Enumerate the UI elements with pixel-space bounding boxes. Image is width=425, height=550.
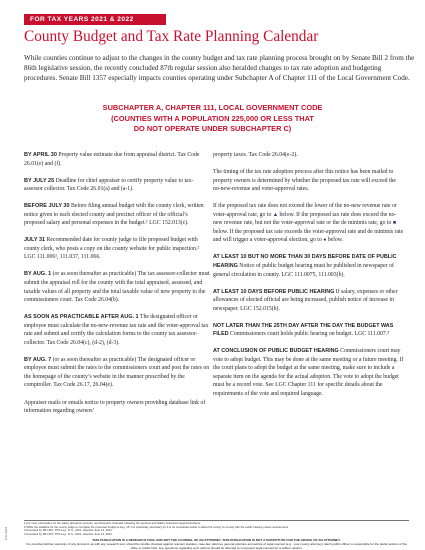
side-date-code: 8.21.2021 [4,526,8,540]
calendar-entry: BEFORE JULY 30 Before filing annual budget with the county clerk, written notice given to each elected county and precinct officer of the official’s proposed salary and personal expenses in the budget.¹ LGC 152.013(c). [24,203,204,227]
triangle-marker-icon: ▲ [272,211,279,218]
calendar-entry: BY APRIL 30 Property value estimate due from appraisal district. Tax Code 26.01(e) and (f). [24,152,200,167]
calendar-entry: BY AUG. 7 (or as soon thereafter as practicable) The designated officer or employee must submit the rates to the commissioners court and post the rates on the homepage of the county’s website in the manner prescribed by the comptroller. Tax Code 26.17, 26.04(e). [24,356,210,389]
calendar-entry: JULY 31 Recommended date for county judge to file proposed budget with county clerk, who posts a copy on the county website for public inspection.² LGC 111.006¹, 111.037, 111.066. [24,237,200,261]
footnote-divider [24,520,409,521]
footnote: 4 Amended by SB 1357, 87th Leg., R.S., 2021, effective June 14, 2021. [24,532,113,536]
section-subhead [40,103,385,135]
page-title: County Budget and Tax Rate Planning Calendar [24,28,319,45]
intro-paragraph: While counties continue to adjust to the changes in the county budget and tax rate planning process brought on by Senate Bill 2 from the 86th legislative session, the recently concluded 87th regular session also heralded changes to tax rate adoption and budgeting procedures. Senate Bill 1357 especially impacts counties operating under Subchapter A of Chapter 111 of the Local Government Code. [24,54,415,83]
footnotes [24,522,409,536]
calendar-entry: AT LEAST 10 BUT NO MORE THAN 30 DAYS BEFORE DATE OF PUBLIC HEARING Notice of public budget hearing must be published in newspaper of general circulation in county. LGC 111.0075, 111.003(b). [213,254,397,278]
calendar-entry: AS SOON AS PRACTICABLE AFTER AUG. 1 The designated officer or employee must calculate the no-new-revenue tax rate and the voter-approval tax rate and submit and certify the calculation forms to the county tax assessor-collector. Tax Code 26.04(c), (d-2), (d-3). [24,314,209,346]
subhead-line-1: SUBCHAPTER A, CHAPTER 111, LOCAL GOVERNMENT CODE [102,103,323,112]
subhead-line-3: DO NOT OPERATE UNDER SUBCHAPTER C) [133,124,292,134]
calendar-entry: The timing of the tax rate adoption process after this notice has been mailed to property owners is determined by whether the proposed tax rate will exceed the no-new-revenue and voter-approval rates. [213,169,396,193]
calendar-entry: BY JULY 25 Deadline for chief appraiser to certify property value to tax-assessor collector. Tax Code 26.01(a) and (a-1). [24,177,194,193]
subhead-line-2: (COUNTIES WITH A POPULATION 225,000 OR LESS THAT [111,113,314,123]
calendar-entry: BY AUG. 1 (or as soon thereafter as practicable) The tax assessor-collector must submit the appraisal roll for the county with the total appraised, assessed, and taxable values of all property and the total taxable value of new property to the commissioners court. Tax Code 26.04(b). [24,271,210,304]
square-marker-icon: ■ [392,220,397,227]
calendar-entry: AT LEAST 10 DAYS BEFORE PUBLIC HEARING If salary, expenses or other allowances of elected official are being increased, publish notice of increase in newspaper. LGC 152.015(b). [213,288,398,312]
footnote: 2 While the deadline for the county judge to complete the proposed budget is Aug. 15, it is practically necessary for it to be completed earlier to allow the county to comply with the public hearing notice requirements. [24,525,289,529]
calendar-entry: NOT LATER THAN THE 25TH DAY AFTER THE DAY THE BUDGET WAS FILED Commissioners court holds public hearing on budget. LGC 111.007.³ [213,322,394,338]
calendar-entry: property taxes. Tax Code 26.04(e-2). [213,152,298,158]
circle-marker-icon: ● [323,237,327,244]
disclaimer-text: It is provided without warranty of any kind and, as with any research tool, should be double checked against relevant statutes, case law, attorney general opinions and advice of legal counsel (e.g., your county attorney). Each public officer is responsible for the lawful actions of the office or public hold. Any questions regarding such actions should be directed to competent legal counsel for a written opinion. [25,542,408,550]
calendar-entry: AT CONCLUSION OF PUBLIC BUDGET HEARING Commissioners court may vote to adopt budget. This may be done at the same meeting or a future meeting. If the court plans to adopt the budget at the same meeting, make sure to include a separate item on the agenda for the actual adoption. The vote to adopt the budget must be a record vote. See LGC Chapter 111 for specific details about the requirements of the vote and required language. [213,348,404,398]
footnote: 1 For more information on the salary grievance process, see Resource Calendar following the sections and Salary Grievance legal instructions. [24,522,201,525]
calendar-entry: If the proposed tax rate does not exceed the lower of the no-new revenue rate or voter-approval rate, go to ▲ below. If the proposed tax rate does exceed the no-new revenue rate, but not the voter-approval rate or the de minimis rate, go to ■ below. If the proposed tax rate exceeds the voter-approval rate and de minimis rate and will trigger a voter-approval election, go to ● below. [213,203,404,244]
calendar-entry: Appraiser mails or emails notice to property owners providing database link of information regarding owners’ [24,399,206,415]
disclaimer-heading: THIS PUBLICATION IS A RESEARCH TOOL AND NOT THE COUNSEL OF AN ATTORNEY. THIS PUBLICATION IS NOT A SUBSTITUTE FOR THE ADVICE OF AN ATTORNEY. [92,538,341,542]
footnote: 3 Amended by SB 1357, 87th Leg., R.S., 2021, effective June 14, 2021. [24,529,113,533]
tax-years-tag: FOR TAX YEARS 2021 & 2022 [24,14,166,25]
left-column [24,151,210,424]
disclaimer [24,538,409,550]
right-column [213,151,405,407]
